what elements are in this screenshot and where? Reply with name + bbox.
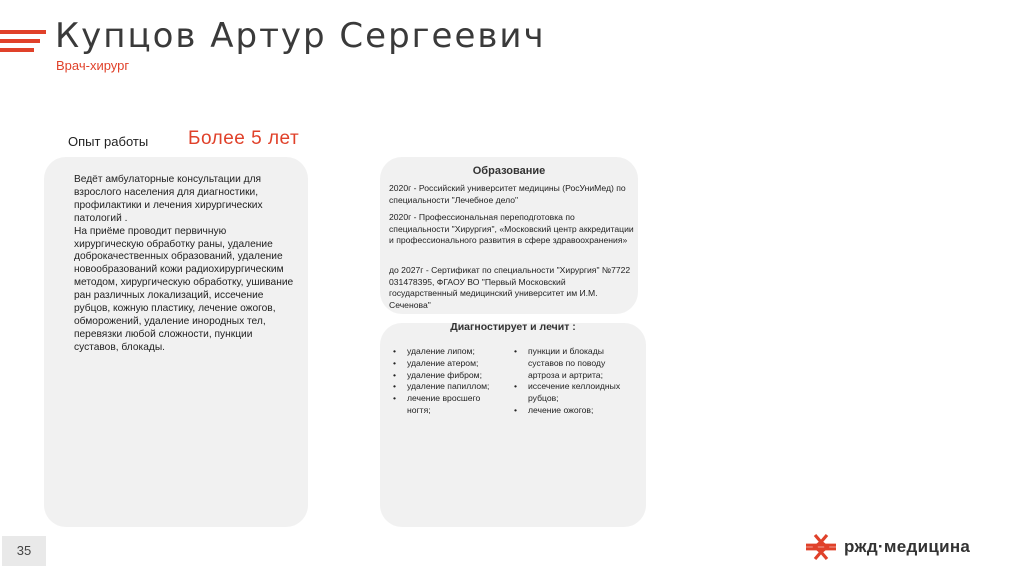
experience-label: Опыт работы <box>68 134 149 149</box>
rzd-logo-icon <box>806 533 836 561</box>
diagnoses-title: Диагностирует и лечит : <box>450 321 576 333</box>
list-item: • лечение вросшего ногтя; <box>393 393 505 417</box>
services-procedures: На приёме проводит первичную хирургическую обработку раны, удаление доброкачественных образований, удаление новообразований кожи радиохирургическим методом, хирургическую обработку, ушивание ран различных локализаций, иссечение рубцов, кожную пластику, лечение ожогов, обморожений, удаление инородных тел, перевязки любой сложности, пункции суставов, блокады. <box>74 225 294 353</box>
list-item: • иссечение келлоидных рубцов; <box>514 381 636 405</box>
education-item: 2020г - Российский университет медицины (РосУниМед) по специальности "Лечебное дело" <box>389 183 626 205</box>
diagnoses-list-right <box>514 346 636 417</box>
services-intro: Ведёт амбулаторные консультации для взрослого населения для диагностики, профилактики и лечения хирургических патологий . <box>74 174 263 224</box>
list-item: • удаление атером; <box>393 358 505 370</box>
page-number: 35 <box>2 536 46 566</box>
list-item: • пункции и блокады суставов по поводу артроза и артрита; <box>514 346 636 381</box>
list-item: • удаление липом; <box>393 346 505 358</box>
diagnoses-list-left <box>393 346 505 417</box>
doctor-name: Купцов Артур Сергеевич <box>55 16 546 56</box>
logo-text: ржд·медицина <box>844 537 971 556</box>
education-item: 2020г - Профессиональная переподготовка по специальности "Хирургия", «Московский центр аккредитации и профессионального развития в сфере здравоохранения» <box>389 212 634 246</box>
list-item: • удаление фибром; <box>393 370 505 382</box>
rzd-medicina-logo <box>806 533 970 561</box>
education-title: Образование <box>472 165 546 177</box>
list-item: • лечение ожогов; <box>514 405 636 417</box>
services-text <box>74 174 296 355</box>
doctor-position: Врач-хирург <box>56 58 130 73</box>
education-item: до 2027г - Сертификат по специальности "Хирургия" №7722 031478395, ФГАОУ ВО "Первый Московский государственный медицинский университет им И.М. Сеченова" <box>389 265 631 310</box>
list-item: • удаление папиллом; <box>393 381 505 393</box>
header-accent-lines <box>0 30 46 57</box>
experience-value: Более 5 лет <box>188 128 300 149</box>
